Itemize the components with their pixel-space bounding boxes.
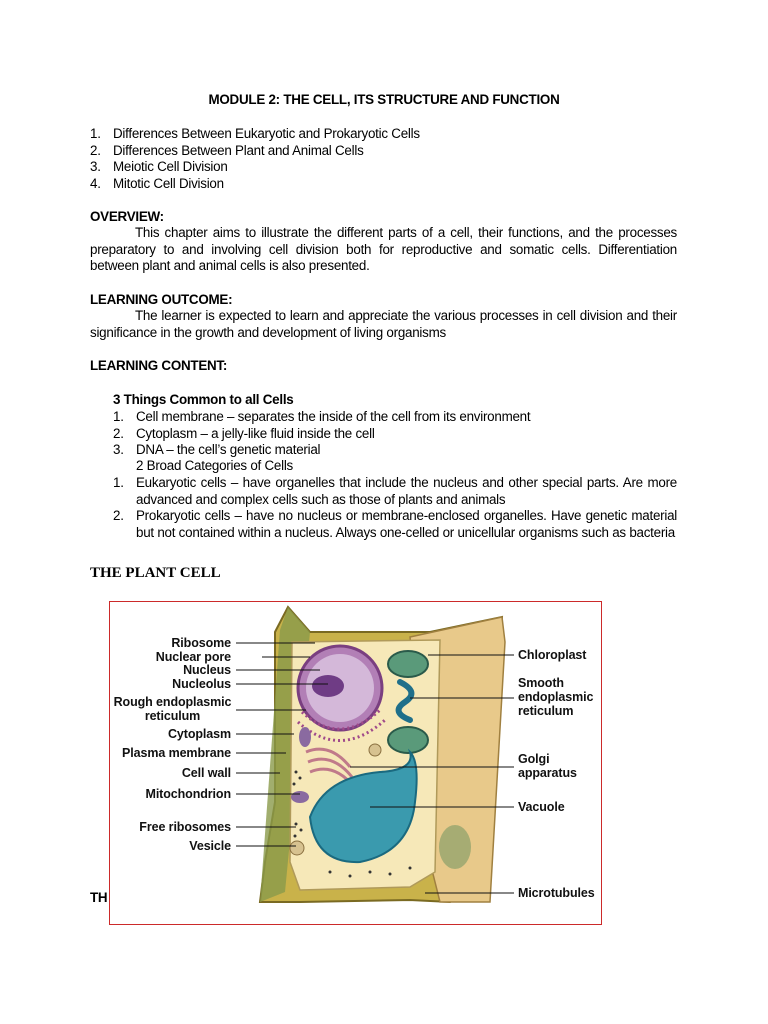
label-vacuole: Vacuole — [518, 800, 565, 814]
label-free-ribosomes: Free ribosomes — [139, 820, 231, 834]
overview-heading: OVERVIEW: — [90, 209, 164, 224]
label-microtubules: Microtubules — [518, 886, 595, 900]
categories-label: 2 Broad Categories of Cells — [136, 458, 293, 473]
list-item: 4. Mitotic Cell Division — [90, 175, 224, 191]
mitochondrion-shape — [291, 791, 309, 803]
label-plasma-membrane: Plasma membrane — [122, 746, 231, 760]
label-nucleolus: Nucleolus — [172, 677, 231, 691]
label-chloroplast: Chloroplast — [518, 648, 587, 662]
plant-cell-figure — [109, 601, 602, 925]
label-cytoplasm: Cytoplasm — [167, 727, 231, 741]
label-smooth-er: Smooth endoplasmic reticulum — [518, 676, 594, 718]
list-item: 1. Differences Between Eukaryotic and Prokaryotic Cells — [90, 126, 420, 141]
list-item: 1. Cell membrane – separates the inside of the cell from its environment — [113, 409, 531, 424]
topic-list — [90, 126, 690, 192]
common-list — [113, 409, 677, 459]
label-rough-er: Rough endoplasmic reticulum — [113, 695, 232, 723]
common-subheading: 3 Things Common to all Cells — [113, 392, 294, 407]
list-item: 2. Differences Between Plant and Animal Cells — [90, 142, 364, 158]
list-item: 2. Prokaryotic cells – have no nucleus or membrane-enclosed organelles. Have genetic material but not contained within a nucleus. Always one-celled or unicellular organisms such as bacteria — [113, 508, 677, 540]
learning-outcome-text: The learner is expected to learn and appreciate the various processes in cell division and their significance in the growth and development of living organisms — [90, 308, 677, 340]
label-nucleus: Nucleus — [183, 663, 231, 677]
list-item: 3. Meiotic Cell Division — [90, 159, 228, 174]
list-item: 3. DNA – the cell’s genetic material — [113, 442, 321, 457]
overview-text: This chapter aims to illustrate the different parts of a cell, their functions, and the processes preparatory to and involving cell division both for reproductive and somatic cells. Differentiation between plant and animal cells is also presented. — [90, 225, 677, 273]
list-item: 2. Cytoplasm – a jelly-like fluid inside the cell — [113, 425, 375, 441]
label-mitochondrion: Mitochondrion — [145, 787, 231, 801]
vesicle-shape — [290, 841, 304, 855]
categories-list — [113, 475, 677, 541]
nucleolus-shape — [312, 675, 344, 697]
label-golgi: Golgi apparatus — [518, 752, 577, 780]
label-ribosome: Ribosome — [171, 636, 231, 650]
learning-outcome-heading: LEARNING OUTCOME: — [90, 292, 233, 307]
label-cell-wall: Cell wall — [181, 766, 231, 780]
label-nuclear-pore: Nuclear pore — [155, 650, 231, 664]
learning-content-heading: LEARNING CONTENT: — [90, 358, 228, 373]
label-vesicle: Vesicle — [189, 839, 231, 853]
chloroplast-shape — [388, 651, 428, 677]
plant-cell-heading: THE PLANT CELL — [90, 565, 221, 581]
module-title: MODULE 2: THE CELL, ITS STRUCTURE AND FUNCTION — [208, 92, 560, 107]
next-heading-partial: TH — [90, 890, 108, 905]
list-item: 1. Eukaryotic cells – have organelles that include the nucleus and other special parts. Are more advanced and complex cells such as those of plants and animals — [113, 475, 677, 507]
